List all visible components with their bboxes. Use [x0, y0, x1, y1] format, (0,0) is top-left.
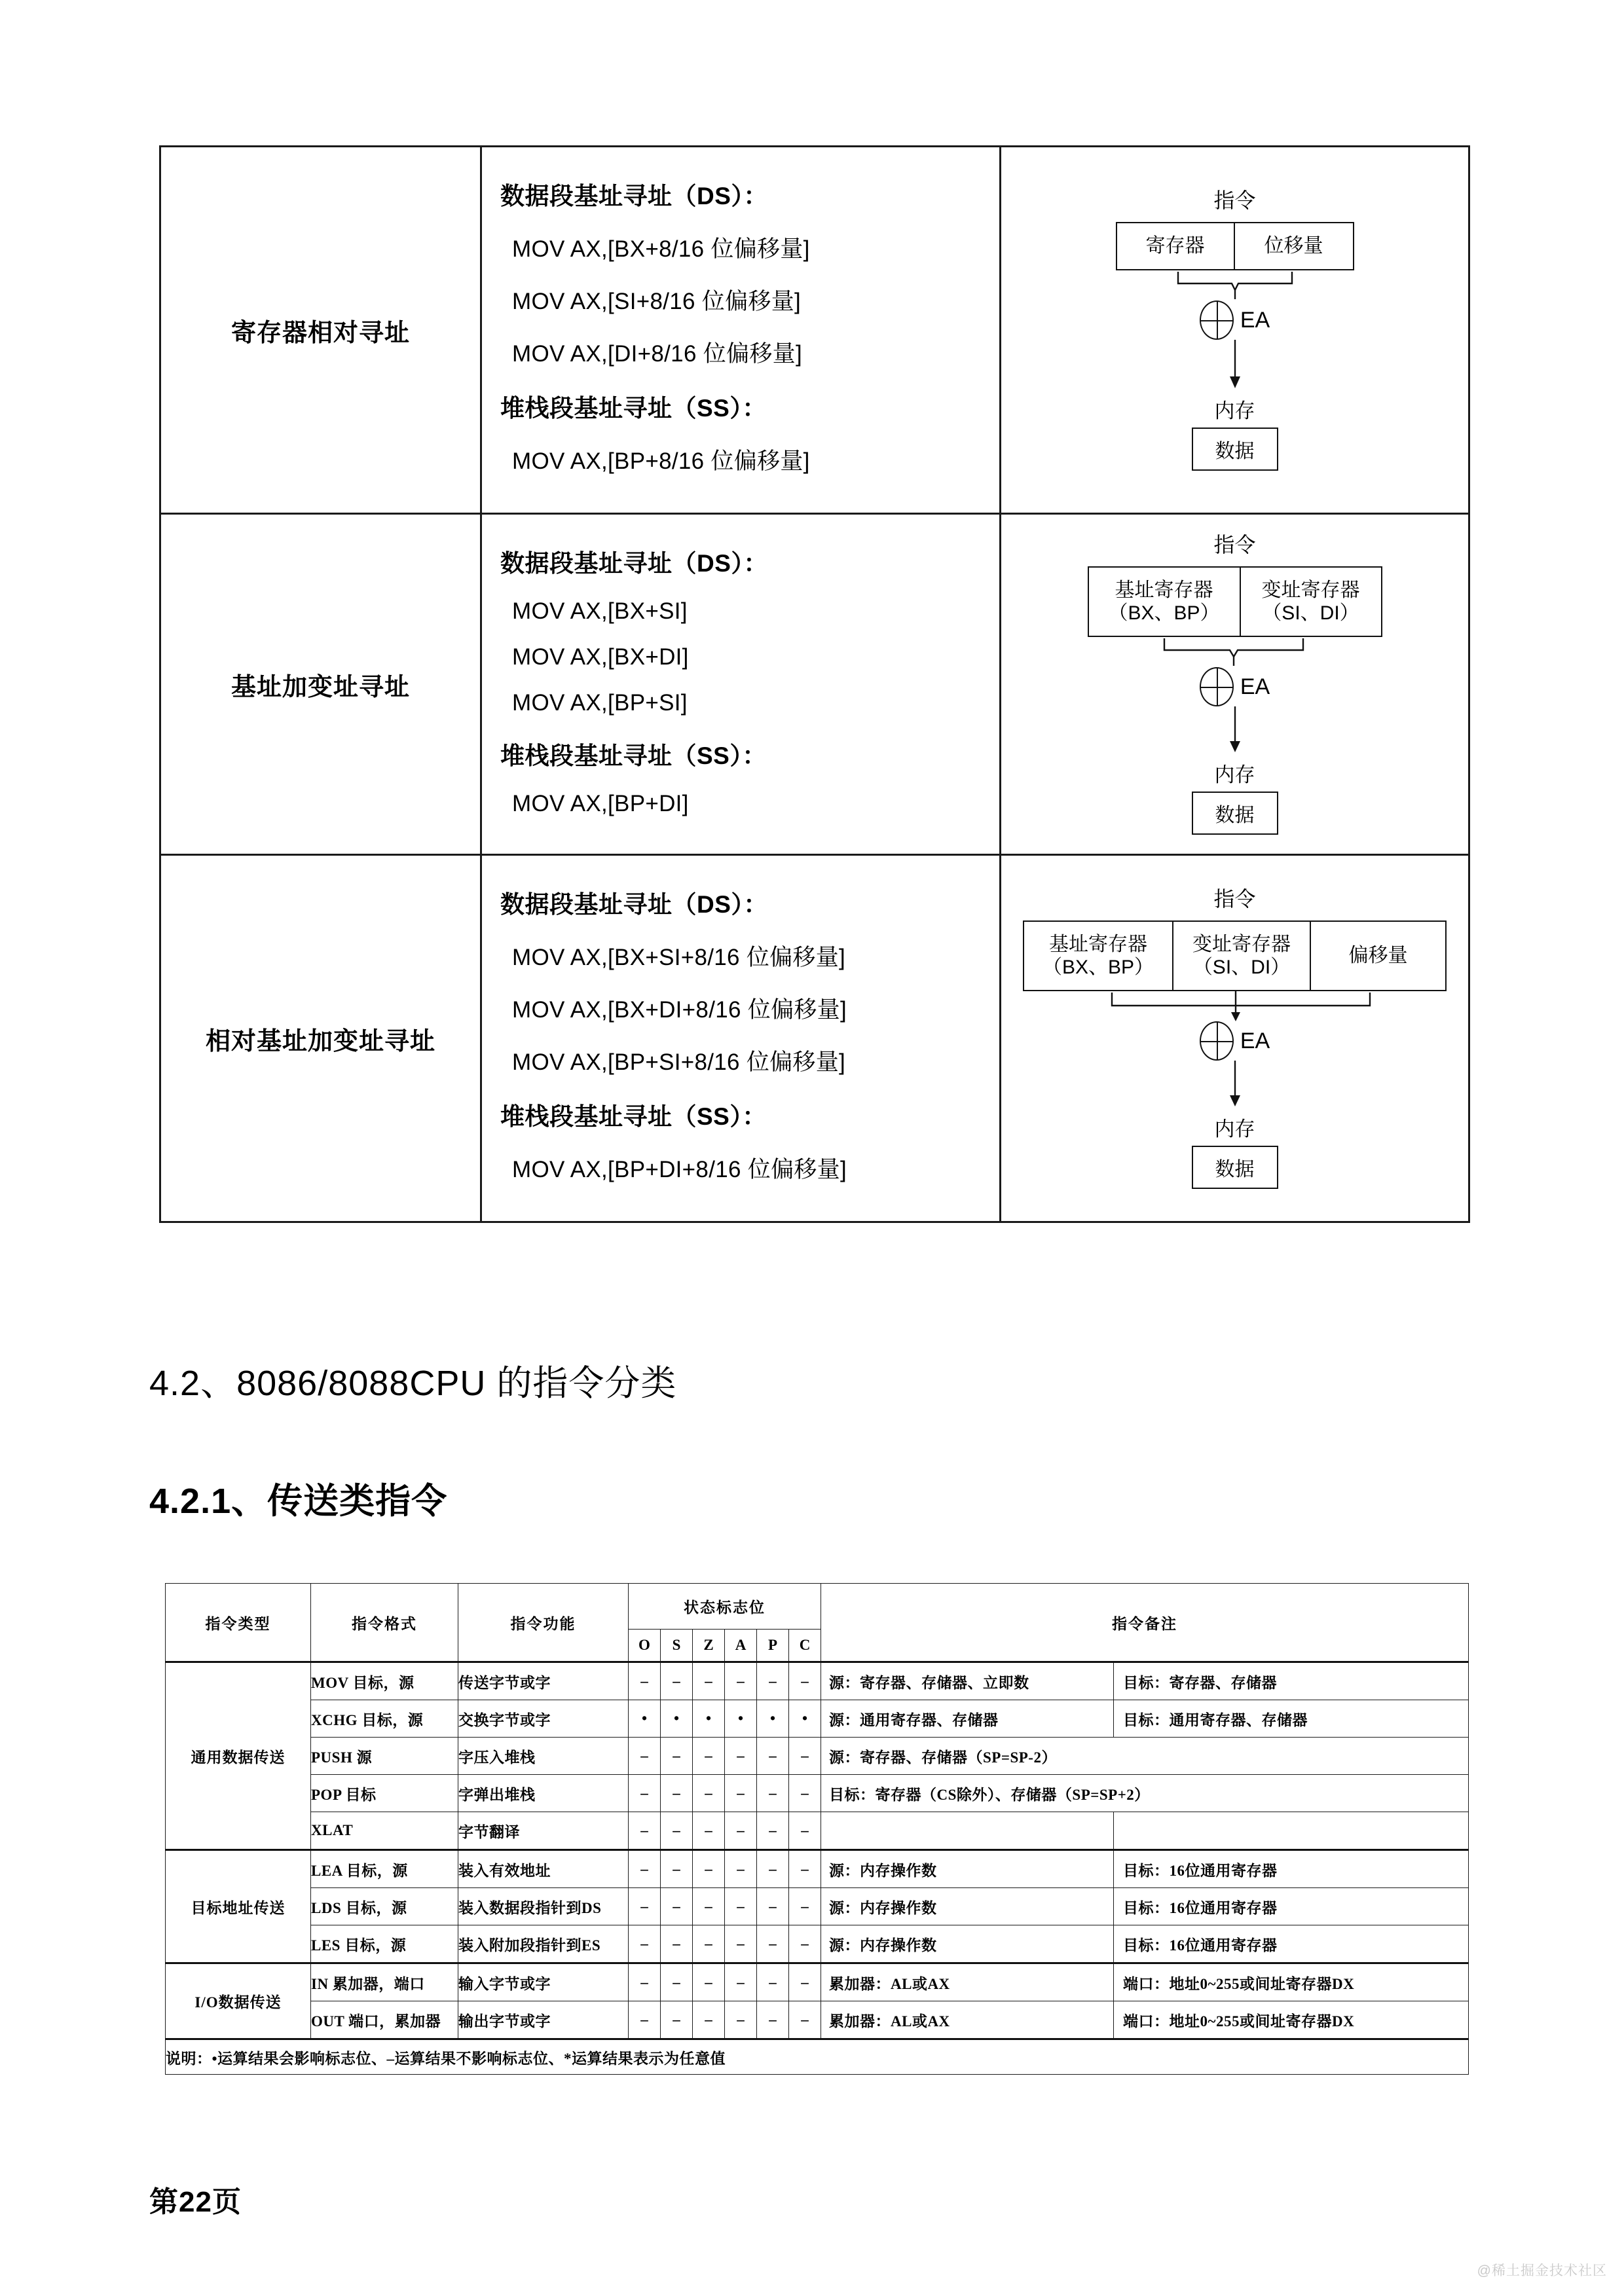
note-source: 源：内存操作数 — [821, 1925, 1114, 1962]
instruction-format: XLAT — [311, 1812, 458, 1850]
example-heading: 堆栈段基址寻址（SS）： — [500, 742, 767, 769]
watermark: @稀土掘金技术社区 — [1477, 2263, 1607, 2278]
memory-label: 内存 — [1214, 1118, 1255, 1140]
flag-a: – — [725, 2001, 757, 2039]
flag-c: – — [789, 1888, 821, 1925]
flag-z: • — [693, 1700, 725, 1738]
instruction-format: IN 累加器，端口 — [311, 1963, 458, 2001]
flag-a: – — [725, 1850, 757, 1888]
data-box: 数据 — [1192, 792, 1278, 835]
flag-c: – — [789, 2001, 821, 2039]
flag-s: – — [661, 1888, 693, 1925]
table-row — [166, 1662, 1469, 1700]
field-label: 位移量 — [1264, 235, 1323, 257]
flag-p: – — [757, 1738, 789, 1775]
instruction-format: PUSH 源 — [311, 1738, 458, 1775]
example-code: MOV AX,[BX+DI] — [512, 644, 689, 670]
data-box: 数据 — [1192, 1146, 1278, 1189]
instruction-field-boxes — [1023, 920, 1447, 991]
example-code: MOV AX,[BP+SI+8/16 位偏移量] — [512, 1049, 846, 1075]
field-sublabel: （BX、BP） — [1042, 957, 1154, 978]
flag-a: • — [725, 1700, 757, 1738]
addressing-mode-name: 基址加变址寻址 — [160, 514, 481, 855]
instruction-note — [821, 1775, 1469, 1812]
field-label: 变址寄存器 — [1192, 933, 1291, 955]
field-box — [1173, 922, 1311, 990]
addressing-mode-name: 寄存器相对寻址 — [160, 147, 481, 514]
page-number: 第22页 — [149, 2186, 242, 2218]
addressing-diagram — [1001, 147, 1469, 514]
table-row — [166, 1700, 1469, 1738]
table-header-row — [166, 1584, 1469, 1630]
table-row — [166, 1775, 1469, 1812]
addressing-mode-examples — [481, 147, 1001, 514]
flag-o: – — [629, 1925, 661, 1963]
down-arrow-icon — [1008, 1061, 1462, 1111]
example-code: MOV AX,[BX+SI] — [512, 598, 688, 624]
flag-c: – — [789, 1662, 821, 1700]
flag-p: – — [757, 1662, 789, 1700]
flag-p: – — [757, 1850, 789, 1888]
flag-c: – — [789, 1925, 821, 1963]
addressing-mode-examples — [481, 855, 1001, 1222]
header-instruction-note: 指令备注 — [821, 1584, 1469, 1662]
table-row — [166, 1925, 1469, 1963]
example-heading: 数据段基址寻址（DS）： — [500, 183, 768, 210]
instruction-format: XCHG 目标，源 — [311, 1700, 458, 1738]
field-box — [1235, 223, 1353, 269]
flag-s: – — [661, 1812, 693, 1850]
field-sublabel: （SI、DI） — [1262, 602, 1359, 624]
table-legend: 说明：•运算结果会影响标志位、–运算结果不影响标志位、*运算结果表示为任意值 — [166, 2039, 1469, 2075]
field-sublabel: （SI、DI） — [1192, 957, 1291, 978]
instruction-function: 传送字节或字 — [458, 1662, 629, 1700]
flag-s: • — [661, 1700, 693, 1738]
instruction-field-boxes — [1088, 566, 1382, 637]
instruction-note — [821, 1738, 1469, 1775]
flag-o: – — [629, 1738, 661, 1775]
addressing-mode-name: 相对基址加变址寻址 — [160, 855, 481, 1222]
flag-p: • — [757, 1700, 789, 1738]
flag-a: – — [725, 1888, 757, 1925]
diagram-title: 指令 — [1213, 533, 1256, 556]
flag-o: – — [629, 2001, 661, 2039]
group-label-address-transfer: 目标地址传送 — [166, 1850, 311, 1963]
instruction-format: OUT 端口，累加器 — [311, 2001, 458, 2039]
flag-s: – — [661, 1738, 693, 1775]
field-label: 基址寄存器 — [1115, 579, 1213, 601]
plus-circle-icon — [1200, 301, 1234, 340]
flag-z: – — [693, 1662, 725, 1700]
note-target: 目标：寄存器（CS除外）、存储器（SP=SP+2） — [829, 1786, 1150, 1803]
instruction-function: 字弹出堆栈 — [458, 1775, 629, 1812]
ea-label: EA — [1240, 674, 1270, 699]
flag-o: – — [629, 1812, 661, 1850]
header-flag-s: S — [661, 1629, 693, 1662]
example-code: MOV AX,[BX+8/16 位偏移量] — [512, 236, 810, 262]
note-target: 目标：通用寄存器、存储器 — [1123, 1711, 1308, 1728]
addressing-modes-table — [159, 145, 1470, 1223]
note-source: 源：寄存器、存储器（SP=SP-2） — [829, 1749, 1057, 1766]
instruction-note — [821, 1888, 1469, 1925]
table-row — [166, 1888, 1469, 1925]
example-heading: 堆栈段基址寻址（SS）： — [500, 1103, 767, 1130]
flag-c: – — [789, 1738, 821, 1775]
example-heading: 数据段基址寻址（DS）： — [500, 550, 768, 577]
addressing-mode-examples — [481, 514, 1001, 855]
instruction-note — [821, 1925, 1469, 1963]
flag-z: – — [693, 1738, 725, 1775]
flag-o: – — [629, 1888, 661, 1925]
down-arrow-icon — [1008, 340, 1462, 393]
ea-label: EA — [1240, 307, 1270, 333]
flag-s: – — [661, 1662, 693, 1700]
instruction-note — [821, 2001, 1469, 2039]
effective-address-adder — [1008, 301, 1462, 340]
memory-label: 内存 — [1214, 399, 1255, 422]
instruction-note — [821, 1662, 1469, 1700]
plus-circle-icon — [1200, 667, 1234, 706]
flag-p: – — [757, 1925, 789, 1963]
note-source: 源：寄存器、存储器、立即数 — [821, 1663, 1114, 1700]
flag-o: – — [629, 1963, 661, 2001]
note-accumulator: 累加器：AL或AX — [821, 2001, 1114, 2038]
flag-o: – — [629, 1662, 661, 1700]
instruction-format: LEA 目标，源 — [311, 1850, 458, 1888]
example-code: MOV AX,[BX+DI+8/16 位偏移量] — [512, 997, 847, 1023]
flag-s: – — [661, 1963, 693, 2001]
header-instruction-type: 指令类型 — [166, 1584, 311, 1662]
group-label-io-transfer: I/O数据传送 — [166, 1963, 311, 2039]
flag-z: – — [693, 1963, 725, 2001]
field-sublabel: （BX、BP） — [1108, 602, 1220, 624]
summation-brace — [1008, 637, 1462, 667]
note-accumulator: 累加器：AL或AX — [821, 1964, 1114, 2001]
note-port: 端口：地址0~255或间址寄存器DX — [1123, 1975, 1355, 1992]
instruction-format: LES 目标，源 — [311, 1925, 458, 1963]
field-label: 变址寄存器 — [1261, 579, 1360, 601]
example-code: MOV AX,[BP+8/16 位偏移量] — [512, 448, 810, 474]
header-flag-p: P — [757, 1629, 789, 1662]
example-code: MOV AX,[BX+SI+8/16 位偏移量] — [512, 945, 846, 970]
flag-a: – — [725, 1738, 757, 1775]
ea-label: EA — [1240, 1028, 1270, 1053]
field-label: 寄存器 — [1145, 235, 1205, 257]
instruction-note — [821, 1963, 1469, 2001]
field-box — [1241, 568, 1381, 636]
example-heading: 堆栈段基址寻址（SS）： — [500, 395, 767, 422]
flag-z: – — [693, 1888, 725, 1925]
flag-a: – — [725, 1812, 757, 1850]
field-box — [1117, 223, 1235, 269]
flag-c: – — [789, 1850, 821, 1888]
field-box — [1089, 568, 1241, 636]
flag-z: – — [693, 1775, 725, 1812]
transfer-instructions-table — [165, 1583, 1469, 2075]
flag-z: – — [693, 1850, 725, 1888]
flag-z: – — [693, 1812, 725, 1850]
instruction-format: POP 目标 — [311, 1775, 458, 1812]
note-target: 目标：16位通用寄存器 — [1123, 1899, 1278, 1916]
plus-circle-icon — [1200, 1021, 1234, 1061]
instruction-function: 交换字节或字 — [458, 1700, 629, 1738]
summation-brace — [1008, 991, 1462, 1021]
flag-a: – — [725, 1963, 757, 2001]
instruction-note — [821, 1850, 1469, 1888]
note-target: 目标：16位通用寄存器 — [1123, 1862, 1278, 1879]
header-flag-a: A — [725, 1629, 757, 1662]
instruction-function: 字节翻译 — [458, 1812, 629, 1850]
section-heading-4-2: 4.2、8086/8088CPU 的指令分类 — [149, 1364, 677, 1403]
example-code: MOV AX,[BP+SI] — [512, 690, 688, 716]
flag-c: • — [789, 1700, 821, 1738]
flag-p: – — [757, 1888, 789, 1925]
note-target: 目标：16位通用寄存器 — [1123, 1937, 1278, 1954]
header-status-flags: 状态标志位 — [629, 1584, 821, 1630]
table-row — [160, 855, 1469, 1222]
instruction-function: 输入字节或字 — [458, 1963, 629, 2001]
instruction-function: 装入附加段指针到ES — [458, 1925, 629, 1963]
down-arrow-icon — [1008, 706, 1462, 757]
flag-o: – — [629, 1850, 661, 1888]
section-heading-4-2-1: 4.2.1、传送类指令 — [149, 1482, 448, 1521]
header-flag-c: C — [789, 1629, 821, 1662]
table-row — [166, 1812, 1469, 1850]
effective-address-adder — [1008, 667, 1462, 706]
example-code: MOV AX,[DI+8/16 位偏移量] — [512, 341, 802, 367]
example-code: MOV AX,[BP+DI+8/16 位偏移量] — [512, 1157, 847, 1182]
example-heading: 数据段基址寻址（DS）： — [500, 891, 768, 918]
field-box — [1024, 922, 1173, 990]
header-instruction-format: 指令格式 — [311, 1584, 458, 1662]
flag-a: – — [725, 1775, 757, 1812]
memory-label: 内存 — [1214, 763, 1255, 786]
table-row — [160, 147, 1469, 514]
flag-p: – — [757, 1812, 789, 1850]
table-row — [160, 514, 1469, 855]
diagram-title: 指令 — [1213, 887, 1256, 911]
example-code: MOV AX,[SI+8/16 位偏移量] — [512, 289, 802, 314]
flag-a: – — [725, 1662, 757, 1700]
header-flag-o: O — [629, 1629, 661, 1662]
note-source: 源：内存操作数 — [821, 1851, 1114, 1887]
flag-p: – — [757, 1963, 789, 2001]
addressing-diagram — [1001, 855, 1469, 1222]
diagram-title: 指令 — [1213, 189, 1256, 212]
note-source: 源：内存操作数 — [821, 1888, 1114, 1925]
flag-s: – — [661, 1925, 693, 1963]
flag-a: – — [725, 1925, 757, 1963]
flag-s: – — [661, 1775, 693, 1812]
field-label: 偏移量 — [1348, 945, 1408, 967]
field-box — [1311, 922, 1445, 990]
note-target — [1114, 1812, 1468, 1849]
flag-p: – — [757, 2001, 789, 2039]
example-code: MOV AX,[BP+DI] — [512, 791, 689, 816]
note-port: 端口：地址0~255或间址寄存器DX — [1123, 2013, 1355, 2030]
header-flag-z: Z — [693, 1629, 725, 1662]
flag-c: – — [789, 1812, 821, 1850]
flag-c: – — [789, 1963, 821, 2001]
flag-o: • — [629, 1700, 661, 1738]
table-row — [166, 1738, 1469, 1775]
instruction-function: 输出字节或字 — [458, 2001, 629, 2039]
instruction-function: 字压入堆栈 — [458, 1738, 629, 1775]
table-legend-row — [166, 2039, 1469, 2075]
summation-brace — [1008, 270, 1462, 301]
instruction-note — [821, 1812, 1469, 1850]
instruction-function: 装入有效地址 — [458, 1850, 629, 1888]
field-label: 基址寄存器 — [1049, 933, 1147, 955]
note-target: 目标：寄存器、存储器 — [1123, 1674, 1277, 1691]
flag-o: – — [629, 1775, 661, 1812]
instruction-note — [821, 1700, 1469, 1738]
flag-z: – — [693, 1925, 725, 1963]
instruction-field-boxes — [1116, 222, 1354, 270]
header-instruction-function: 指令功能 — [458, 1584, 629, 1662]
table-row — [166, 1850, 1469, 1888]
instruction-function: 装入数据段指针到DS — [458, 1888, 629, 1925]
note-source — [821, 1812, 1114, 1849]
flag-z: – — [693, 2001, 725, 2039]
addressing-diagram — [1001, 514, 1469, 855]
data-box: 数据 — [1192, 428, 1278, 471]
flag-p: – — [757, 1775, 789, 1812]
flag-s: – — [661, 2001, 693, 2039]
flag-c: – — [789, 1775, 821, 1812]
flag-s: – — [661, 1850, 693, 1888]
instruction-format: LDS 目标，源 — [311, 1888, 458, 1925]
table-row — [166, 2001, 1469, 2039]
note-source: 源：通用寄存器、存储器 — [821, 1700, 1114, 1737]
table-row — [166, 1963, 1469, 2001]
instruction-format: MOV 目标，源 — [311, 1662, 458, 1700]
effective-address-adder — [1008, 1021, 1462, 1061]
group-label-general-transfer: 通用数据传送 — [166, 1662, 311, 1850]
